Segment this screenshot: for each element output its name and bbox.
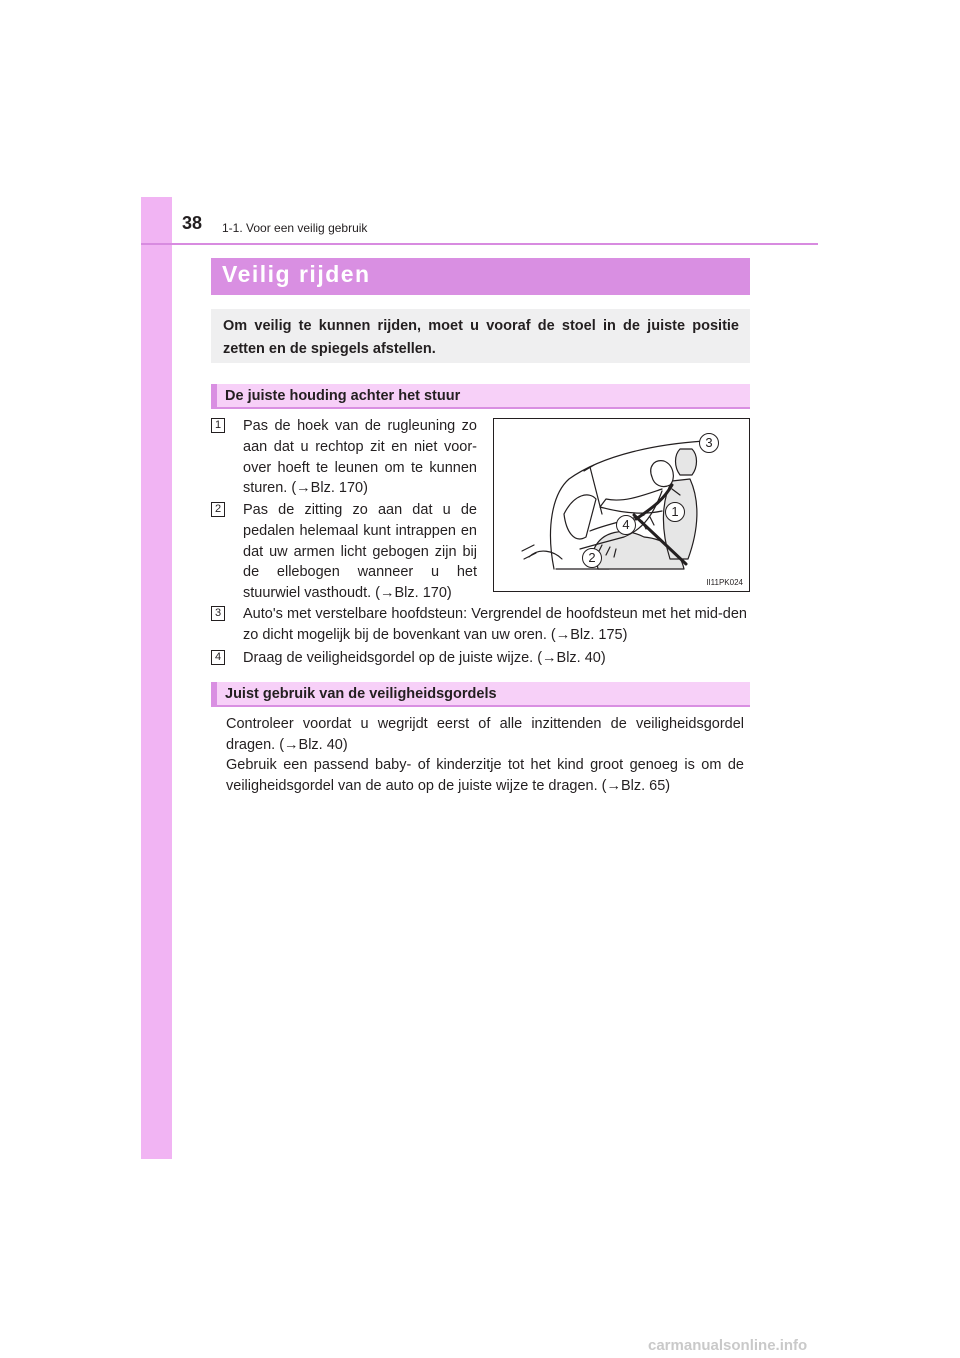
callout-3: 3 xyxy=(699,433,719,453)
step-badge-3: 3 xyxy=(211,606,225,621)
section-heading-seatbelts xyxy=(211,682,750,707)
section-heading-label: De juiste houding achter het stuur xyxy=(225,388,461,404)
callout-4: 4 xyxy=(616,515,636,535)
figure-code: II11PK024 xyxy=(706,578,743,587)
intro-box xyxy=(211,309,750,363)
body-paragraph-2: Gebruik een passend baby- of kinderzitje tot het kind groot genoeg is om de veiligheidsgordel van de auto op de juiste wijze te dragen. (→Blz. 65) xyxy=(226,757,744,794)
driving-posture-figure xyxy=(493,418,750,592)
title-banner xyxy=(211,258,750,295)
section-heading-label: Juist gebruik van de veiligheidsgordels xyxy=(225,686,497,702)
header-divider xyxy=(141,243,818,245)
page-title: Veilig rijden xyxy=(222,261,371,287)
page-number: 38 xyxy=(182,213,203,233)
step-badge-2: 2 xyxy=(211,502,225,517)
watermark-text: carmanualsonline.info xyxy=(648,1337,808,1354)
section-heading-posture xyxy=(211,384,750,409)
body-paragraph-1: Controleer voordat u wegrijdt eerst of alle inzittenden de veiligheidsgordel dragen. (→Blz. 40) xyxy=(226,716,744,753)
callout-1: 1 xyxy=(665,502,685,522)
chapter-tab-bar xyxy=(141,197,172,1159)
section-breadcrumb: 1-1. Voor een veilig gebruik xyxy=(222,221,368,235)
step-text-1: Pas de hoek van de rugleuning zo aan dat u rechtop zit en niet voor-over hoeft te leunen om te kunnen sturen. (→Blz. 170) xyxy=(243,418,477,497)
step-badge-1: 1 xyxy=(211,418,225,433)
step-text-2: Pas de zitting zo aan dat u de pedalen helemaal kunt intrappen en dat uw armen licht gebogen zijn bij de ellebogen wanneer u het stuurwiel vasthoudt. (→Blz. 170) xyxy=(243,502,477,602)
intro-text: Om veilig te kunnen rijden, moet u vooraf de stoel in de juiste positie zetten en de spiegels afstellen. xyxy=(223,318,739,357)
callout-2: 2 xyxy=(582,548,602,568)
step-text-3: Auto's met verstelbare hoofdsteun: Vergrendel de hoofdsteun met het mid-den zo dicht mogelijk bij de bovenkant van uw oren. (→Blz. 175) xyxy=(243,606,747,643)
step-text-4: Draag de veiligheidsgordel op de juiste wijze. (→Blz. 40) xyxy=(243,650,606,666)
step-badge-4: 4 xyxy=(211,650,225,665)
